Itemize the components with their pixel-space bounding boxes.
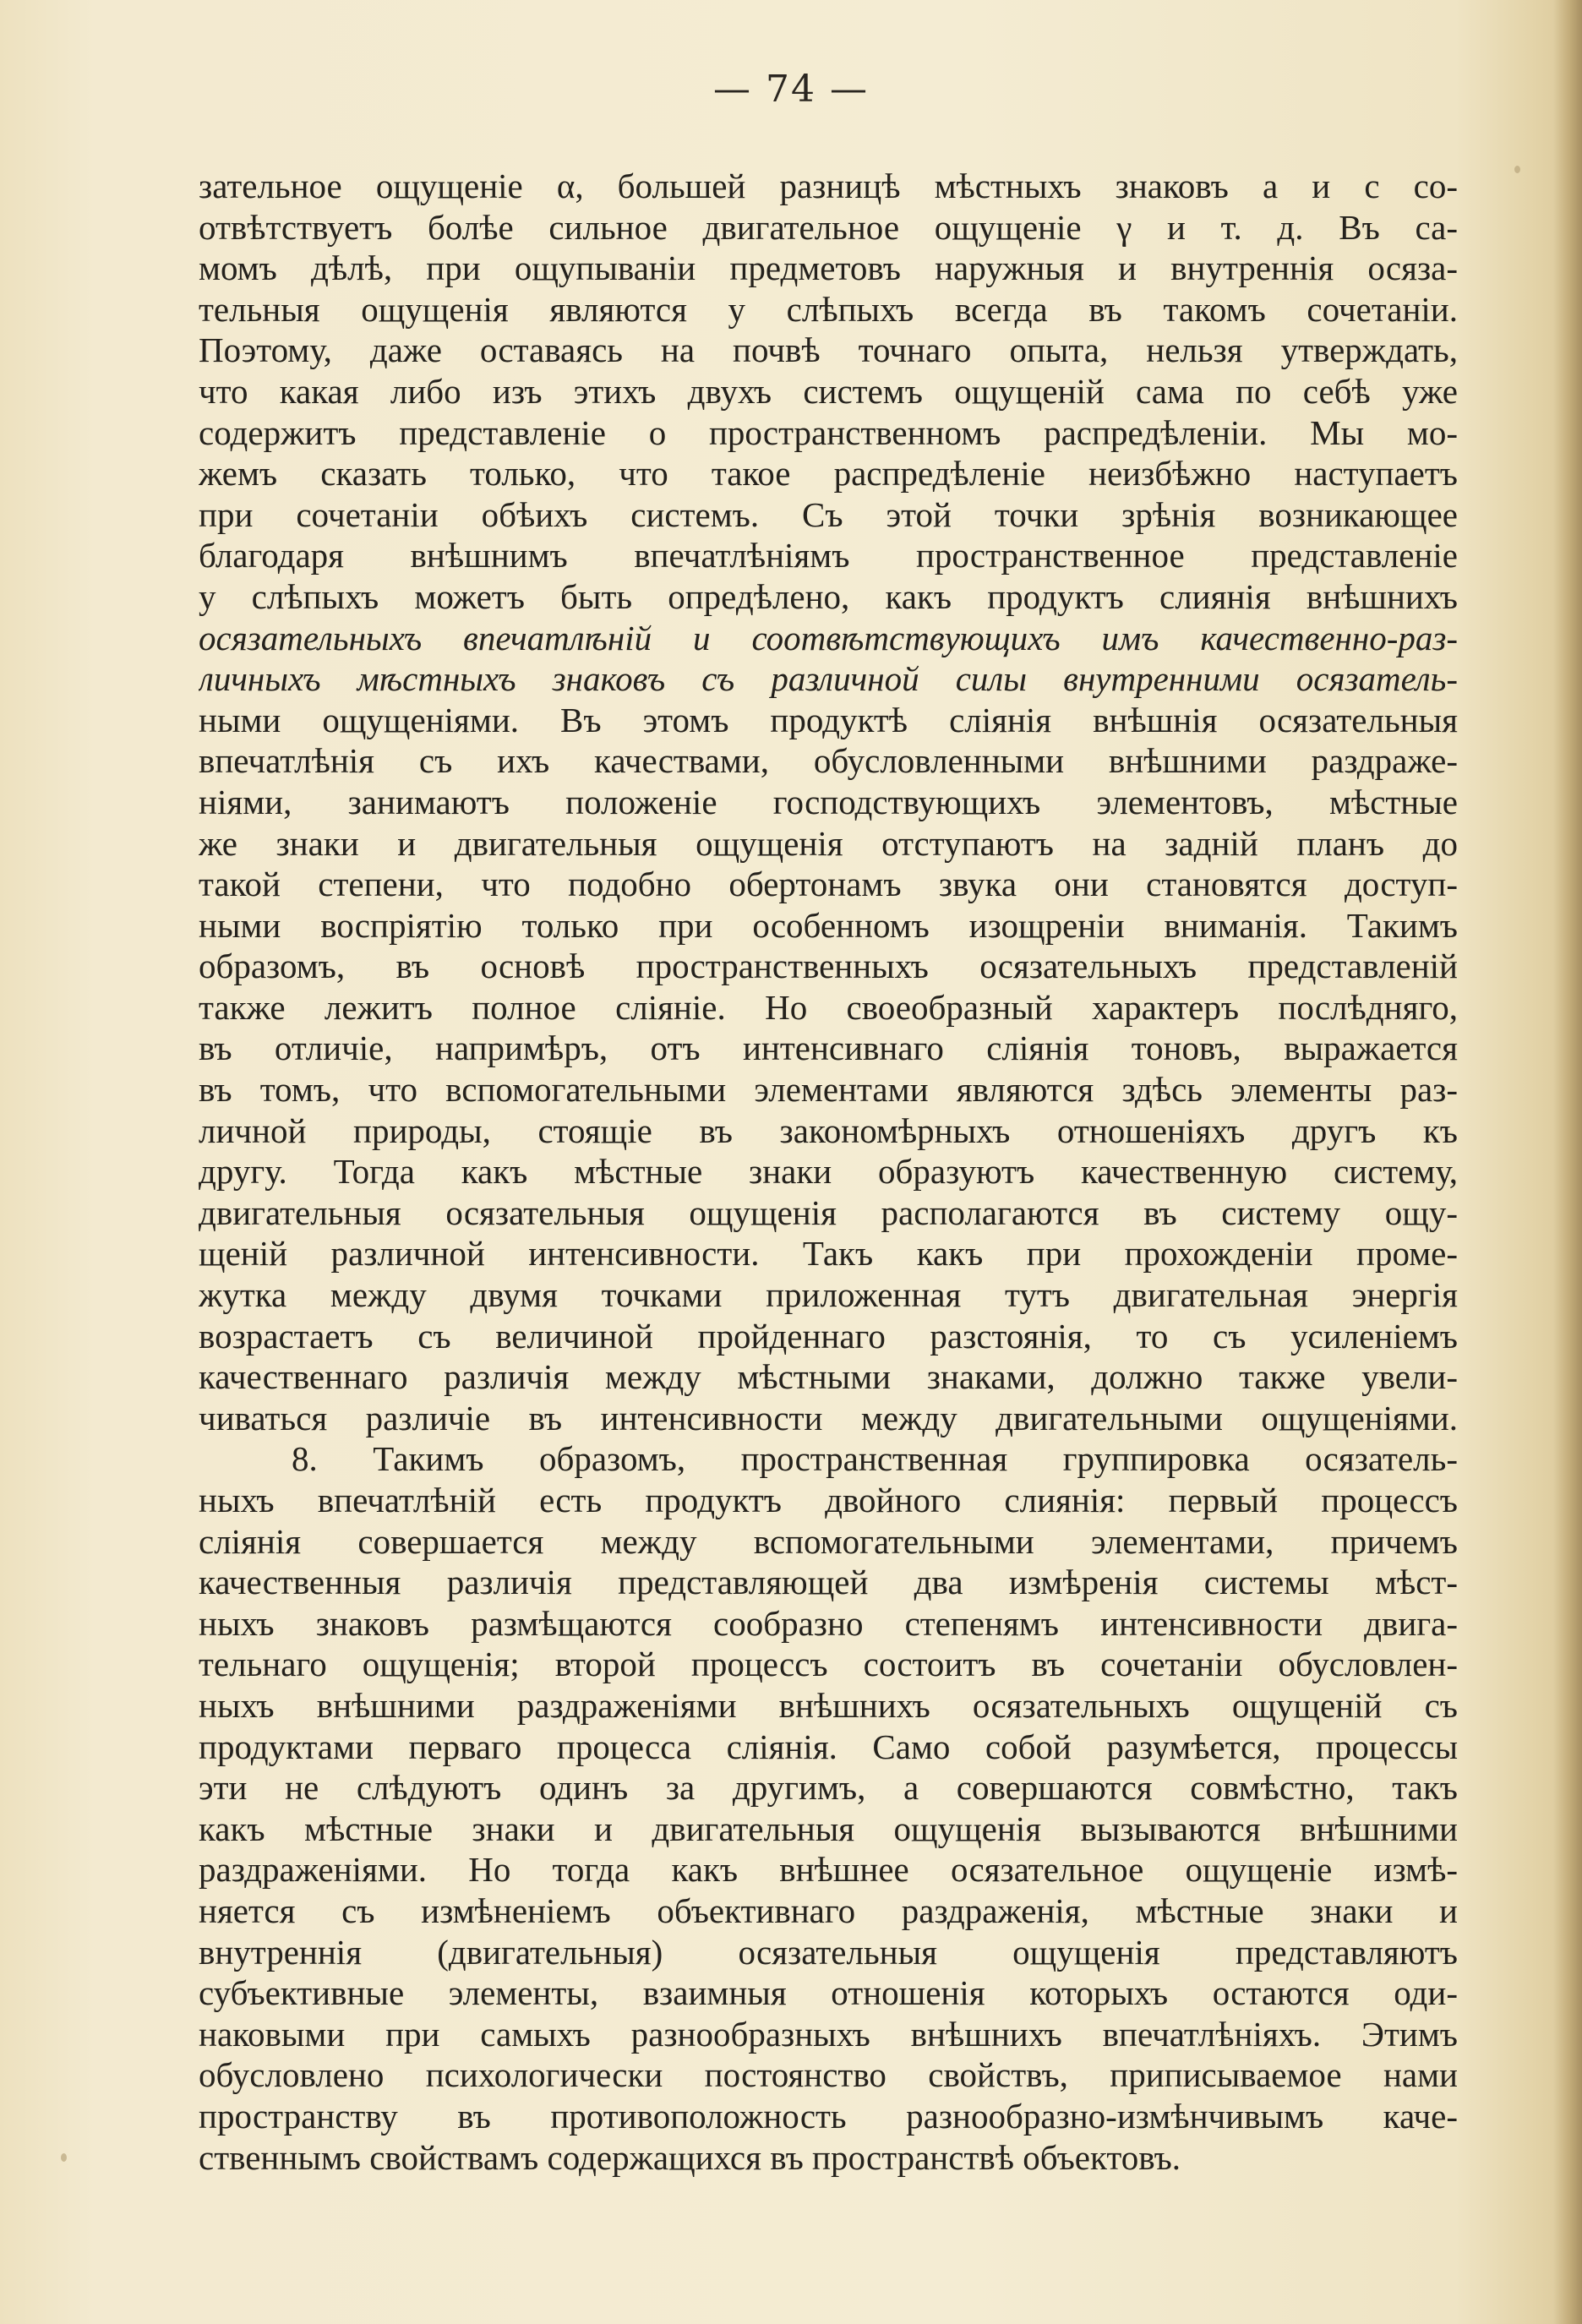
text-line: такой степени, что подобно обертонамъ звука они становятся доступ- (199, 865, 1458, 904)
text-line: качественныя различія представляющей два измѣренія системы мѣст- (199, 1563, 1458, 1602)
text-line: зательное ощущеніе α, большей разницѣ мѣстныхъ знаковъ a и c со- (199, 166, 1458, 205)
paragraph-start-line: 8. Такимъ образомъ, пространственная группировка осязатель- (292, 1439, 1458, 1479)
text-line: ныхъ впечатлѣній есть продуктъ двойного слиянія: первый процессъ (199, 1481, 1458, 1519)
text-line: также лежитъ полное сліяніе. Но своеобразный характеръ послѣдняго, (199, 987, 1458, 1027)
paper-spot (61, 2153, 67, 2162)
text-line: въ томъ, что вспомогательными элементами являются здѣсь элементы раз- (199, 1070, 1458, 1110)
text-line: наковыми при самыхъ разнообразныхъ внѣшнихъ впечатлѣніяхъ. Этимъ (199, 2014, 1458, 2054)
text-line: что какая либо изъ этихъ двухъ системъ ощущеній сама по себѣ уже (199, 371, 1458, 411)
text-line: какъ мѣстные знаки и двигательныя ощущенія вызываются внѣшними (199, 1808, 1458, 1848)
body-text (199, 166, 1458, 2178)
text-line: эти не слѣдуютъ одинъ за другимъ, а совершаются совмѣстно, такъ (199, 1768, 1458, 1808)
text-line: ными воспріятію только при особенномъ изощреніи вниманія. Такимъ (199, 905, 1458, 945)
text-line: впечатлѣнія съ ихъ качествами, обусловленными внѣшними раздраже- (199, 741, 1458, 781)
text-line: сліянія совершается между вспомогательными элементами, причемъ (199, 1521, 1458, 1561)
text-line-italic: осязательныхъ впечатлѣній и соотвѣтствующихъ имъ качественно-раз- (199, 618, 1458, 657)
text-line: тельнаго ощущенія; второй процессъ состоитъ въ сочетаніи обусловлен- (199, 1645, 1458, 1684)
text-line: субъективные элементы, взаимныя отношенія которыхъ остаются оди- (199, 1973, 1458, 2013)
text-line: въ отличіе, напримѣръ, отъ интенсивнаго сліянія тоновъ, выражается (199, 1028, 1458, 1068)
text-line: отвѣтствуетъ болѣе сильное двигательное ощущеніе γ и т. д. Въ са- (199, 207, 1458, 247)
text-line: ственнымъ свойствамъ содержащихся въ пространствѣ объектовъ. (199, 2137, 1181, 2177)
text-line: у слѣпыхъ можетъ быть опредѣлено, какъ продуктъ слиянія внѣшнихъ (199, 576, 1458, 616)
text-line: другу. Тогда какъ мѣстные знаки образуютъ качественную систему, (199, 1152, 1458, 1192)
text-line: обусловлено психологически постоянство свойствъ, приписываемое нами (199, 2055, 1458, 2095)
text-line: няется съ измѣненіемъ объективнаго раздраженія, мѣстные знаки и (199, 1890, 1458, 1930)
text-line: щеній различной интенсивности. Такъ какъ при прохожденіи проме- (199, 1234, 1458, 1274)
text-line: качественнаго различія между мѣстными знаками, должно также увели- (199, 1357, 1458, 1397)
text-line: тельныя ощущенія являются у слѣпыхъ всегда въ такомъ сочетаніи. (199, 289, 1458, 329)
page-number: — 74 — (713, 68, 869, 111)
text-line: продуктами перваго процесса сліянія. Само собой разумѣется, процессы (199, 1727, 1458, 1766)
text-line: личной природы, стоящіе въ закономѣрныхъ отношеніяхъ другъ къ (199, 1110, 1458, 1150)
text-line: возрастаетъ съ величиной пройденнаго разстоянія, то съ усиленіемъ (199, 1316, 1458, 1356)
text-line: ными ощущеніями. Въ этомъ продуктѣ сліянія внѣшнія осязательныя (199, 700, 1458, 739)
text-line: Поэтому, даже оставаясь на почвѣ точнаго опыта, нельзя утверждать, (199, 330, 1458, 370)
text-line: образомъ, въ основѣ пространственныхъ осязательныхъ представленій (199, 947, 1458, 986)
text-line: жутка между двумя точками приложенная тутъ двигательная энергія (199, 1275, 1458, 1315)
paper-spot (1514, 166, 1520, 173)
text-line: чиваться различіе въ интенсивности между двигательными ощущеніями. (199, 1398, 1458, 1437)
page-edge-shadow (1553, 0, 1582, 2324)
text-line-italic: личныхъ мѣстныхъ знаковъ съ различной силы внутренними осязатель- (199, 659, 1458, 699)
text-line: же знаки и двигательныя ощущенія отступаютъ на задній планъ до (199, 823, 1458, 863)
text-line: жемъ сказать только, что такое распредѣленіе неизбѣжно наступаетъ (199, 454, 1458, 494)
text-line: ныхъ знаковъ размѣщаются сообразно степенямъ интенсивности двига- (199, 1603, 1458, 1643)
text-line: раздраженіями. Но тогда какъ внѣшнее осязательное ощущеніе измѣ- (199, 1850, 1458, 1890)
text-line: содержитъ представленіе о пространственномъ распредѣленіи. Мы мо- (199, 412, 1458, 452)
text-line: двигательныя осязательныя ощущенія располагаются въ систему ощу- (199, 1192, 1458, 1232)
text-line: ныхъ внѣшними раздраженіями внѣшнихъ осязательныхъ ощущеній съ (199, 1685, 1458, 1725)
text-line: благодаря внѣшнимъ впечатлѣніямъ пространственное представленіе (199, 536, 1458, 576)
text-line: внутреннія (двигательныя) осязательныя ощущенія представляютъ (199, 1932, 1458, 1972)
text-line: при сочетаніи обѣихъ системъ. Съ этой точки зрѣнія возникающее (199, 494, 1458, 534)
text-line: пространству въ противоположность разнообразно-измѣнчивымъ каче- (199, 2096, 1458, 2136)
text-line: ніями, занимаютъ положеніе господствующихъ элементовъ, мѣстные (199, 782, 1458, 821)
text-line: момъ дѣлѣ, при ощупываніи предметовъ наружныя и внутреннія осяза- (199, 248, 1458, 288)
